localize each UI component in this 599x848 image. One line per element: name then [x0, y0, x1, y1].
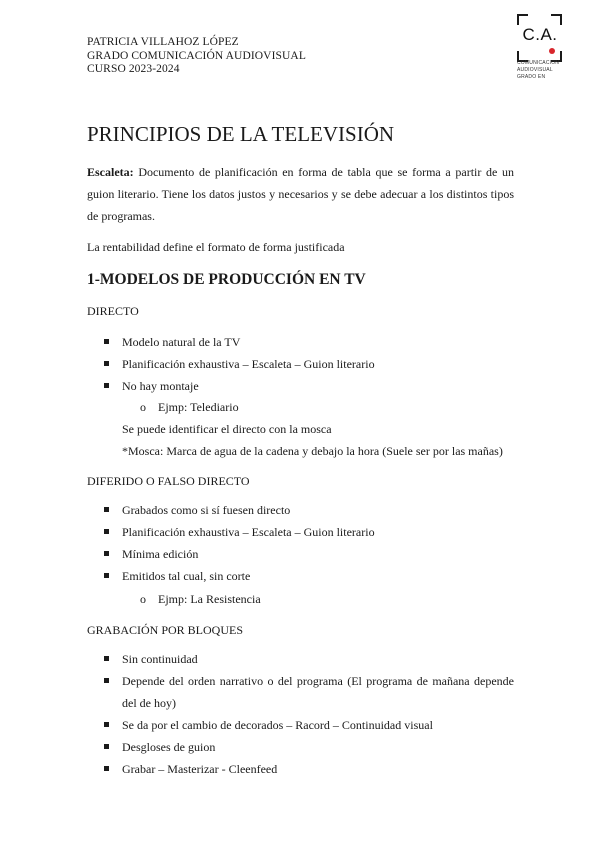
- list-item: Mínima edición: [104, 543, 514, 565]
- logo-line-2: AUDIOVISUAL: [517, 67, 553, 73]
- logo-line-1: COMUNICACIÓN: [517, 60, 560, 66]
- bullet-icon: [104, 529, 109, 534]
- intro-term: Escaleta:: [87, 165, 134, 179]
- bullet-icon: [104, 361, 109, 366]
- bullet-icon: [104, 383, 109, 388]
- logo-red-dot: [549, 48, 555, 54]
- bullet-icon: [104, 573, 109, 578]
- logo-corner-top-right: [551, 14, 562, 25]
- document-header: [87, 36, 306, 77]
- author-name: PATRICIA VILLAHOZ LÓPEZ: [87, 36, 239, 48]
- ca-logo: [514, 14, 562, 80]
- logo-corner-top-left: [517, 14, 528, 25]
- logo-mark: C.A.: [522, 25, 558, 44]
- list-item: No hay montaje: [104, 375, 514, 397]
- bullet-icon: [104, 678, 109, 683]
- directo-extra-1: Se puede identificar el directo con la mosca: [122, 422, 332, 436]
- list-item: Grabar – Masterizar - Cleenfeed: [104, 758, 514, 780]
- page-title: PRINCIPIOS DE LA TELEVISIÓN: [87, 122, 395, 146]
- bloques-list: [104, 648, 514, 780]
- circle-bullet-icon: o: [140, 592, 146, 606]
- diferido-title: DIFERIDO O FALSO DIRECTO: [87, 474, 250, 488]
- bullet-icon: [104, 766, 109, 771]
- logo-line-3: GRADO EN: [517, 74, 546, 80]
- bullet-icon: [104, 722, 109, 727]
- list-item: Grabados como si sí fuesen directo: [104, 499, 514, 521]
- list-item: Depende del orden narrativo o del programa (El programa de mañana depende del de hoy): [104, 670, 514, 714]
- list-item: Desgloses de guion: [104, 736, 514, 758]
- circle-bullet-icon: o: [140, 400, 146, 414]
- bullet-icon: [104, 656, 109, 661]
- section-heading: 1-MODELOS DE PRODUCCIÓN EN TV: [87, 271, 366, 288]
- list-item: Planificación exhaustiva – Escaleta – Guion literario: [104, 353, 514, 375]
- intro-paragraph: [87, 161, 514, 227]
- bloques-title: GRABACIÓN POR BLOQUES: [87, 623, 244, 637]
- list-item: Planificación exhaustiva – Escaleta – Guion literario: [104, 521, 514, 543]
- course-year: CURSO 2023-2024: [87, 63, 180, 75]
- diferido-sub-item: o Ejmp: La Resistencia: [140, 592, 261, 606]
- directo-extra-2: *Mosca: Marca de agua de la cadena y debajo la hora (Suele ser por las mañas): [122, 444, 503, 458]
- directo-title: DIRECTO: [87, 304, 139, 318]
- intro-definition: Documento de planificación en forma de tabla que se forma a partir de un guion literario. Tiene los datos justos y necesarios y se debe adecuar a los distintos tipos de programas.: [87, 165, 515, 223]
- directo-list: [104, 331, 514, 397]
- directo-sub-item: o Ejmp: Telediario: [140, 400, 239, 414]
- list-item: Emitidos tal cual, sin corte: [104, 565, 514, 587]
- intro-note: La rentabilidad define el formato de forma justificada: [87, 240, 345, 254]
- list-item: Modelo natural de la TV: [104, 331, 514, 353]
- list-item: Sin continuidad: [104, 648, 514, 670]
- bullet-icon: [104, 507, 109, 512]
- bullet-icon: [104, 744, 109, 749]
- bullet-icon: [104, 551, 109, 556]
- degree-name: GRADO COMUNICACIÓN AUDIOVISUAL: [87, 49, 306, 62]
- diferido-list: [104, 499, 514, 587]
- list-item: Se da por el cambio de decorados – Racord – Continuidad visual: [104, 714, 514, 736]
- bullet-icon: [104, 339, 109, 344]
